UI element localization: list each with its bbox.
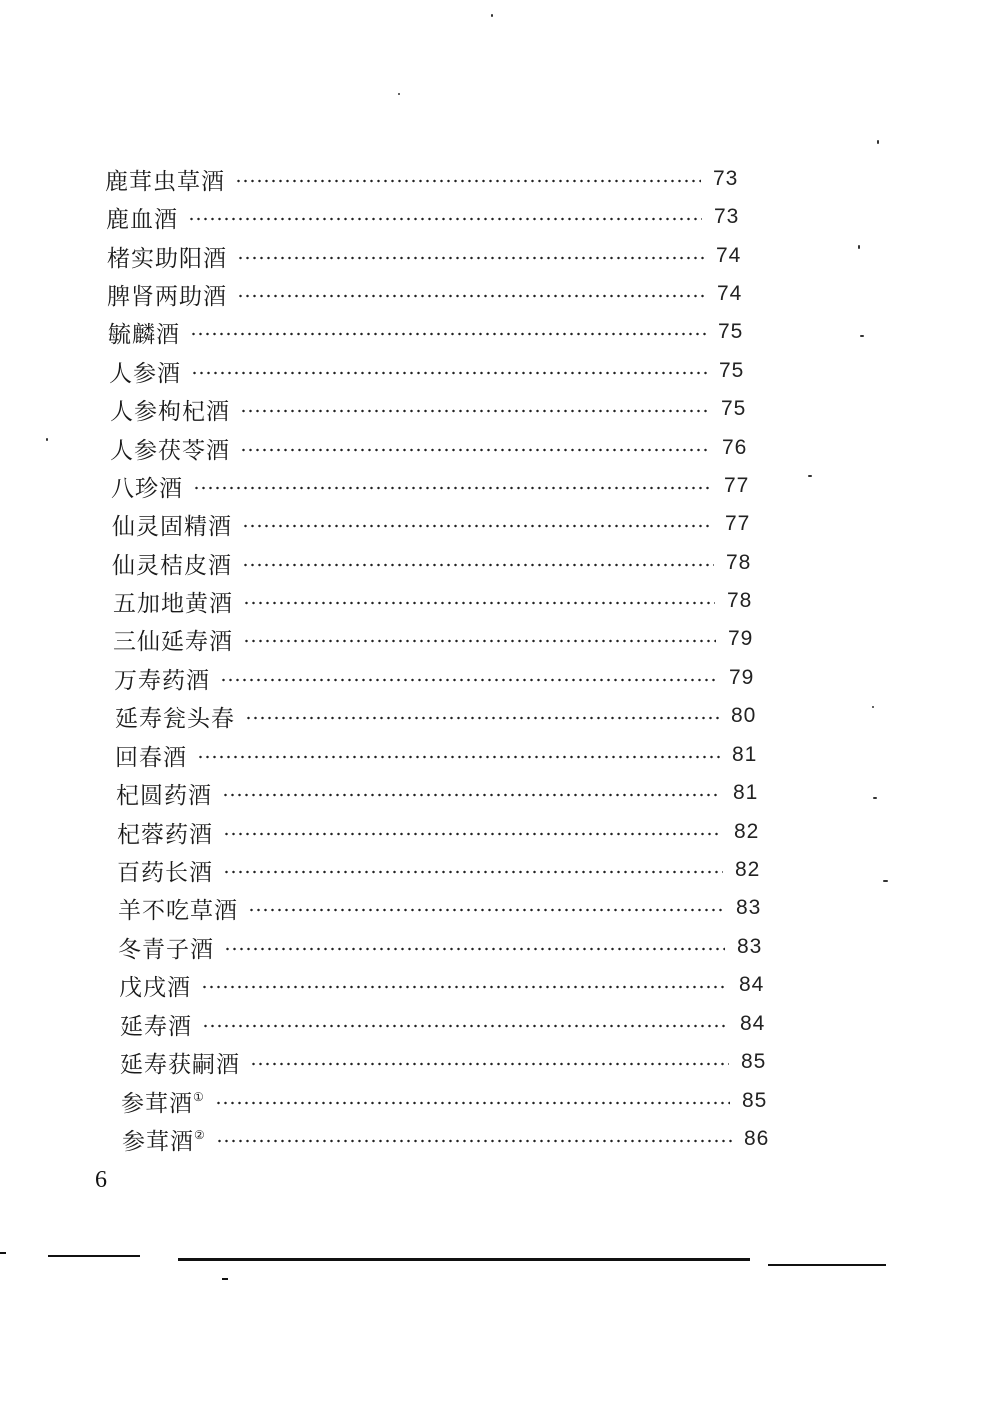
entry-page: 73 <box>713 167 739 190</box>
toc-entry <box>105 162 745 196</box>
entry-title: 杞圆药酒 <box>116 782 212 809</box>
toc-entry <box>113 622 760 656</box>
scan-speck <box>873 797 877 799</box>
dot-leader <box>248 908 724 912</box>
entry-page: 86 <box>744 1127 770 1150</box>
entry-title: 五加地黄酒 <box>113 590 233 617</box>
entry-title: 参茸酒① <box>121 1089 205 1117</box>
toc-entry <box>106 200 746 234</box>
toc-entry <box>118 891 768 925</box>
dot-leader <box>240 448 710 452</box>
toc-entry <box>114 661 761 695</box>
dot-leader <box>245 716 719 720</box>
toc-entry <box>110 392 753 426</box>
toc-entry <box>120 1007 772 1041</box>
entry-title: 鹿血酒 <box>106 206 178 233</box>
bottom-rule-tick <box>222 1278 228 1280</box>
dot-leader <box>224 947 725 951</box>
entry-page: 78 <box>726 551 752 574</box>
toc-entry <box>113 584 759 618</box>
toc-entry <box>115 738 764 772</box>
scan-speck <box>46 438 48 441</box>
dot-leader <box>223 870 723 874</box>
toc-entry <box>110 431 754 465</box>
entry-page: 82 <box>735 858 761 881</box>
entry-title: 回春酒 <box>115 744 187 771</box>
dot-leader <box>243 639 716 643</box>
entry-title: 脾肾两助酒 <box>107 283 227 310</box>
toc-entry <box>112 546 758 580</box>
entry-title: 人参枸杞酒 <box>110 398 230 425</box>
entry-page: 74 <box>716 244 742 267</box>
toc-entry <box>107 239 748 273</box>
toc-entry <box>109 354 751 388</box>
toc-entry <box>119 968 771 1002</box>
entry-title: 冬青子酒 <box>118 936 214 963</box>
scan-speck <box>808 475 812 477</box>
entry-page: 81 <box>733 781 759 804</box>
entry-title: 仙灵桔皮酒 <box>112 552 232 579</box>
bottom-rule-dash <box>0 1252 6 1254</box>
dot-leader <box>222 793 721 797</box>
dot-leader <box>216 1139 732 1143</box>
entry-title: 楮实助阳酒 <box>107 245 227 272</box>
dot-leader <box>250 1062 729 1066</box>
entry-title: 延寿酒 <box>120 1013 192 1040</box>
entry-title: 百药长酒 <box>117 859 213 886</box>
toc-entry <box>122 1122 776 1156</box>
entry-page: 85 <box>741 1050 767 1073</box>
dot-leader <box>193 486 712 490</box>
dot-leader <box>190 332 706 336</box>
entry-title: 毓麟酒 <box>108 321 180 348</box>
toc-entry <box>107 277 749 311</box>
dot-leader <box>223 832 722 836</box>
entry-page: 79 <box>728 627 754 650</box>
bottom-rule-main <box>178 1258 750 1261</box>
scan-speck <box>858 245 860 249</box>
dot-leader <box>237 256 704 260</box>
entry-page: 84 <box>739 973 765 996</box>
entry-page: 85 <box>742 1089 768 1112</box>
dot-leader <box>188 217 702 221</box>
scan-speck <box>860 335 864 337</box>
toc-entry <box>108 315 750 349</box>
entry-page: 79 <box>729 666 755 689</box>
toc-entry <box>115 699 763 733</box>
entry-page: 77 <box>725 512 751 535</box>
entry-page: 84 <box>740 1012 766 1035</box>
scan-speck <box>491 14 493 17</box>
toc-entry <box>120 1045 773 1079</box>
entry-title: 戊戌酒 <box>119 974 191 1001</box>
dot-leader <box>215 1101 730 1105</box>
entry-title: 万寿药酒 <box>114 667 210 694</box>
entry-title: 鹿茸虫草酒 <box>105 168 225 195</box>
toc-entry <box>111 469 756 503</box>
bottom-rule-right <box>768 1264 886 1266</box>
entry-page: 76 <box>722 436 748 459</box>
entry-title: 人参酒 <box>109 360 181 387</box>
dot-leader <box>191 371 707 375</box>
dot-leader <box>242 563 714 567</box>
bottom-rule-left <box>48 1255 140 1257</box>
toc-entry <box>112 507 757 541</box>
entry-page: 73 <box>714 205 740 228</box>
entry-page: 75 <box>719 359 745 382</box>
dot-leader <box>220 678 717 682</box>
dot-leader <box>197 755 720 759</box>
dot-leader <box>242 524 713 528</box>
entry-page: 78 <box>727 589 753 612</box>
footnote-marker: ② <box>194 1127 206 1142</box>
entry-title: 参茸酒② <box>122 1127 206 1155</box>
entry-title: 人参茯苓酒 <box>110 437 230 464</box>
toc-entry <box>117 815 766 849</box>
page-number: 6 <box>95 1167 107 1193</box>
scan-speck <box>872 706 874 708</box>
entry-page: 75 <box>721 397 747 420</box>
dot-leader <box>201 985 727 989</box>
toc-entry <box>116 776 765 810</box>
entry-page: 75 <box>718 320 744 343</box>
entry-title: 三仙延寿酒 <box>113 628 233 655</box>
entry-page: 74 <box>717 282 743 305</box>
entry-page: 77 <box>724 474 750 497</box>
entry-title: 八珍酒 <box>111 475 183 502</box>
dot-leader <box>235 179 701 183</box>
scan-speck <box>883 880 888 882</box>
entry-page: 83 <box>736 896 762 919</box>
toc-entry <box>118 930 769 964</box>
toc-entry <box>121 1084 774 1118</box>
entry-title: 羊不吃草酒 <box>118 897 238 924</box>
footnote-marker: ① <box>193 1089 205 1104</box>
toc-entry <box>117 853 767 887</box>
dot-leader <box>202 1024 728 1028</box>
entry-title: 仙灵固精酒 <box>112 513 232 540</box>
dot-leader <box>243 601 715 605</box>
entry-page: 80 <box>731 704 757 727</box>
entry-page: 81 <box>732 743 758 766</box>
entry-page: 82 <box>734 820 760 843</box>
scan-speck <box>877 140 879 144</box>
entry-title: 杞蓉药酒 <box>117 821 213 848</box>
entry-title: 延寿获嗣酒 <box>120 1051 240 1078</box>
dot-leader <box>240 409 709 413</box>
entry-page: 83 <box>737 935 763 958</box>
dot-leader <box>237 294 705 298</box>
entry-title: 延寿瓮头春 <box>115 705 235 732</box>
scan-speck <box>398 93 400 95</box>
